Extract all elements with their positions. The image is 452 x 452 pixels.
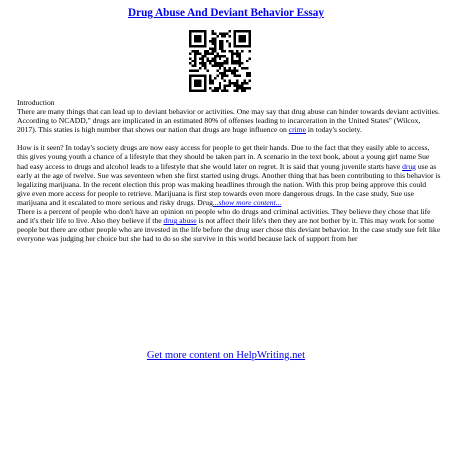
paragraph-2 — [17, 143, 441, 207]
drug-abuse-link[interactable]: drug abuse — [163, 216, 197, 226]
essay-body — [17, 98, 441, 243]
paragraph-3-text-b: is not affect their life's then they are not bother by it. This may work for some people but there are other people who are invested in the life before the drug user chose this deviant behavior. In the case study sue felt like everyone was judging her choice but she had to do so she survive in this world because lack of support from her — [17, 216, 441, 244]
document-title — [0, 7, 452, 19]
show-more-link[interactable]: ...show more content... — [212, 197, 282, 207]
drug-link[interactable]: drug — [402, 161, 416, 171]
qr-code-icon — [189, 30, 251, 92]
intro-heading: Introduction — [17, 98, 55, 107]
paragraph-1-text-a: There are many things that can lead up to deviant behavior or activities. One may say that drug abuse can hinder towards deviant activities. According to NCADD," drugs are implicated in an estimated 80% of offenses leading to incarceration in the United States" (Wilcox, 2017). This staties is high number that shows our nation that drugs are huge influence on — [17, 107, 440, 135]
footer — [0, 350, 452, 361]
paragraph-2-text-b: use as early at the age of twelve. Sue was seventeen when she first started using drugs. Another thing that has been contributing to this behavior is legalizing marijuana. In the recent election this prop was making headlines through the nation. With this prop being approve this could give even more access for people to retrieve. Marijuana is first step towards even more dangerous drugs. In the case study, Sue use marijuana and it escalated to more serious and risky drugs. Drug — [17, 161, 441, 207]
helpwriting-link[interactable]: Get more content on HelpWriting.net — [146, 350, 306, 361]
crime-link[interactable]: crime — [288, 125, 307, 135]
title-link[interactable]: Drug Abuse And Deviant Behavior Essay — [128, 7, 324, 19]
paragraph-3 — [17, 207, 441, 243]
paragraph-1 — [17, 107, 441, 134]
paragraph-3-text-a: There is a percent of people who don't have an opinion on people who do drugs and criminal activities. They believe they chose that life and it's their life to live. Also they believe if the — [17, 207, 431, 226]
paragraph-1-text-b: in today's society. — [306, 125, 362, 135]
paragraph-2-text-a: How is it seen? In today's society drugs are now easy access for people to get their hands. Due to the fact that they easily able to access, this gives young youth a chance of a lifestyle that they should be taken part in. A scenario in the text book, about a young girl name Sue had easy access to drugs and alcohol leads to a lifestyle that she would later on regret. It is said that young juvenile starts have — [17, 143, 430, 171]
